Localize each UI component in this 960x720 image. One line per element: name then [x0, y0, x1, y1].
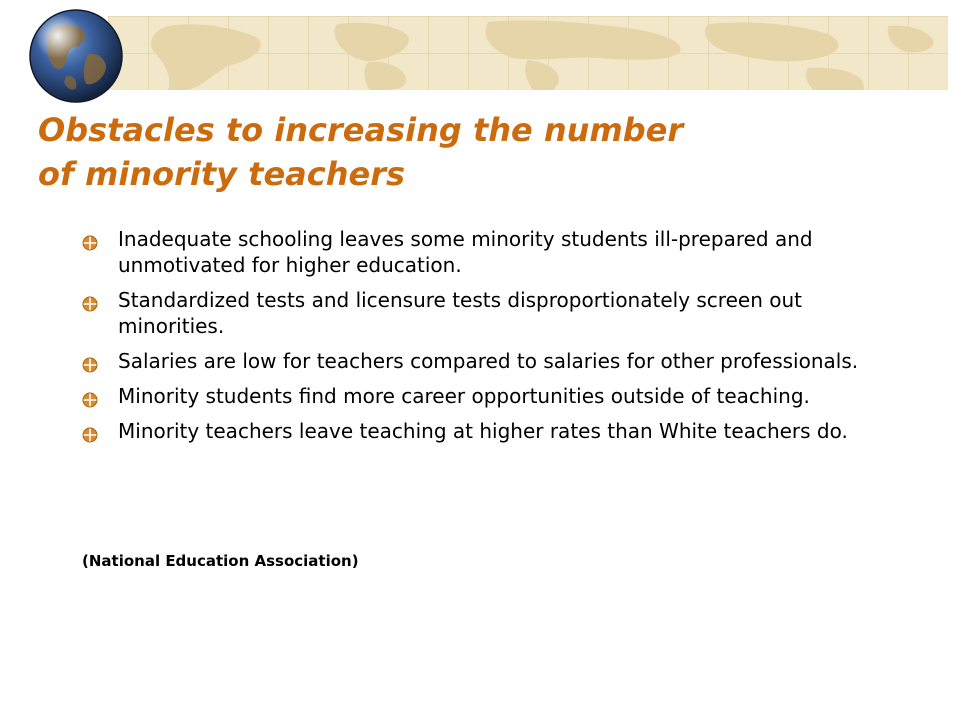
bullet-icon — [82, 353, 98, 369]
bullet-list — [82, 226, 882, 453]
slide-title — [38, 108, 918, 196]
bullet-text: Minority teachers leave teaching at higher rates than White teachers do. — [118, 419, 848, 443]
bullet-item — [82, 287, 882, 339]
title-line-2: of minority teachers — [38, 155, 406, 193]
bullet-icon — [82, 292, 98, 308]
world-map-banner — [108, 16, 948, 90]
bullet-text: Minority students find more career opportunities outside of teaching. — [118, 384, 810, 408]
globe-icon — [26, 6, 126, 106]
bullet-text: Standardized tests and licensure tests disproportionately screen out minorities. — [118, 288, 802, 338]
source-citation: (National Education Association) — [82, 552, 359, 570]
bullet-item — [82, 226, 882, 278]
bullet-item — [82, 418, 882, 444]
title-line-1: Obstacles to increasing the number — [38, 111, 684, 149]
bullet-icon — [82, 423, 98, 439]
bullet-item — [82, 383, 882, 409]
bullet-icon — [82, 231, 98, 247]
bullet-text: Inadequate schooling leaves some minority students ill-prepared and unmotivated for higher education. — [118, 227, 813, 277]
bullet-icon — [82, 388, 98, 404]
bullet-item — [82, 348, 882, 374]
bullet-text: Salaries are low for teachers compared to salaries for other professionals. — [118, 349, 859, 373]
